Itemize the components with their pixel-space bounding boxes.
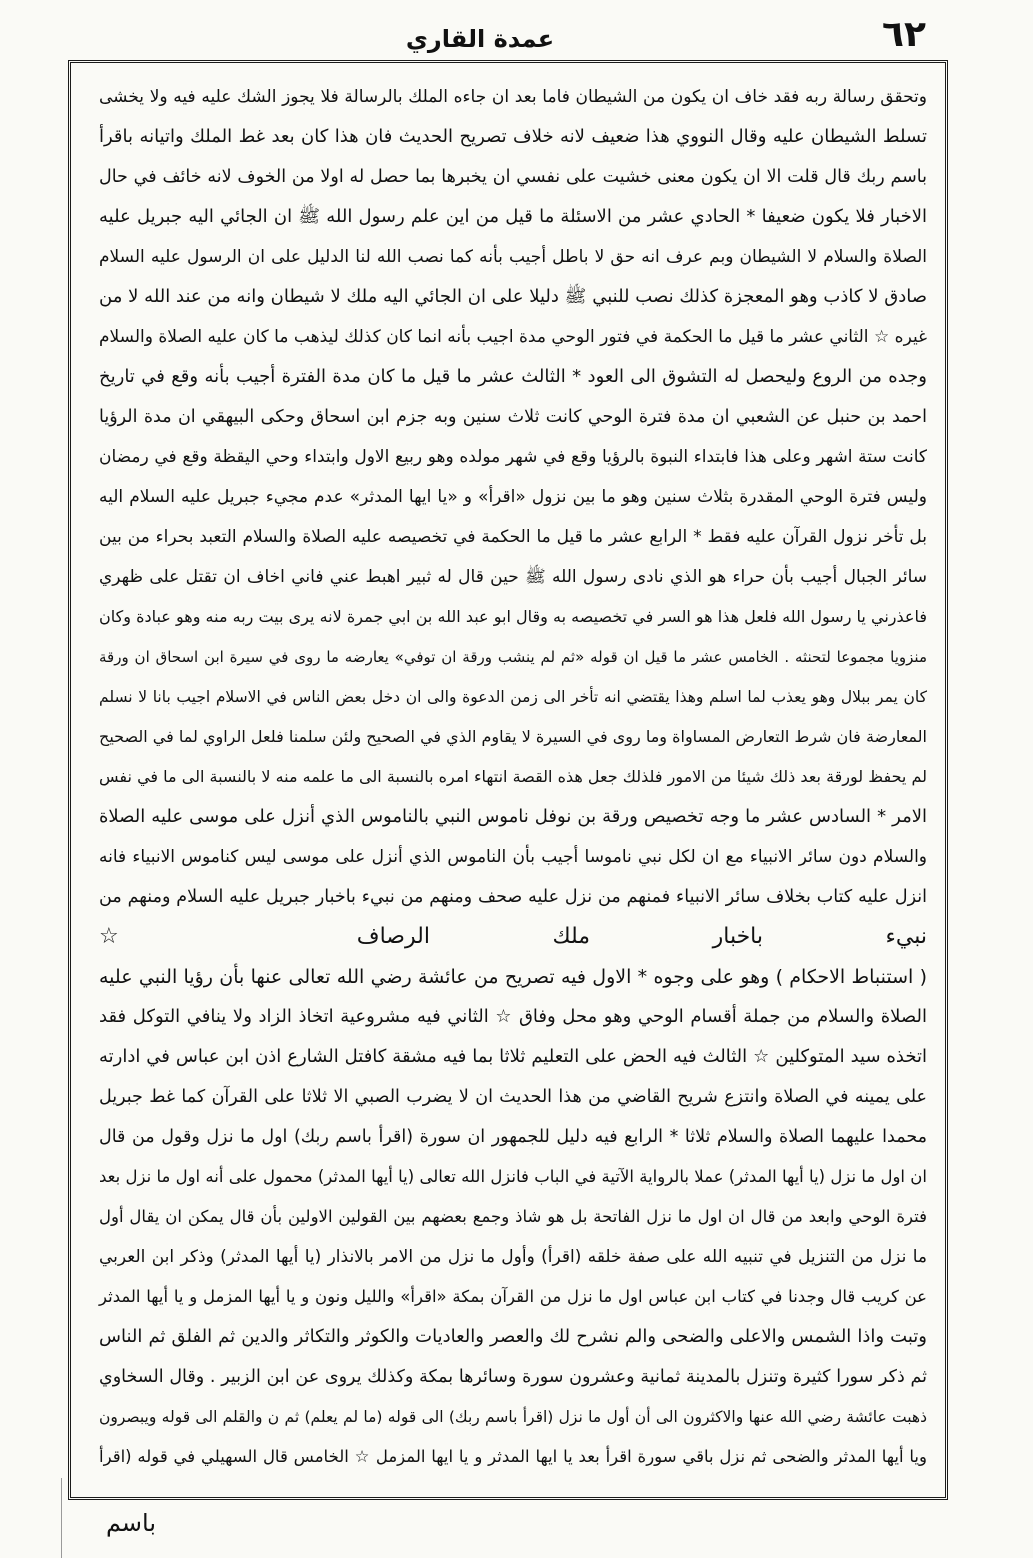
text-line: وتبت واذا الشمس والاعلى والضحى والم نشرح لك والعصر والعاديات والكوثر والتكاثر والدين ثم الفلق ثم الناس (99, 1326, 927, 1347)
text-line: وليس فترة الوحي المقدرة بثلاث سنين وهو ما بين نزول «اقرأ» و «يا ايها المدثر» عدم مجيء جبريل عليه السلام اليه (99, 487, 927, 507)
text-line: على يمينه في الصلاة وانتزع شريح القاضي من هذا الحديث ان لا يضرب الصبي الا ثلاثا على القرآن كما غط جبريل (99, 1087, 927, 1107)
text-line: انزل عليه كتاب بخلاف سائر الانبياء فمنهم من نزل عليه صحف ومنهم من نبيء باخبار جبريل عليه السلام ومنهم من (99, 887, 927, 907)
catchword: باسم (105, 1509, 157, 1537)
text-line: عن كريب قال وجدنا في كتاب ابن عباس اول ما نزل من القرآن بمكة «اقرأ» والليل ونون و يا أيها المزمل و يا أيها المدثر (99, 1287, 927, 1306)
text-line: وجده من الروع وليحصل له التشوق الى العود * الثالث عشر ما قيل ما كان مدة الفترة أجيب بأنه وقع في تاريخ (99, 366, 927, 387)
text-line: محمدا عليهما الصلاة والسلام ثلاثا * الرابع فيه دليل للجمهور ان سورة (اقرأ باسم ربك) اول ما نزل وقول من قال (99, 1127, 927, 1147)
text-line: احمد بن حنبل عن الشعبي ان مدة فترة الوحي كانت ثلاث سنين وبه جزم ابن اسحاق وحكى البيهقي ان مدة الرؤيا (99, 407, 927, 427)
text-line: وتحقق رسالة ربه فقد خاف ان يكون من الشيطان فاما بعد ان جاءه الملك بالرسالة فلا يجوز الشك عليه فيه ولا يخشى (99, 87, 927, 107)
text-line: ان اول ما نزل (يا أيها المدثر) عملا بالرواية الآتية في الباب فانزل الله تعالى (يا أيها المدثر) محمول على أنه اول ما نزل بعد (99, 1167, 927, 1186)
text-line: والسلام دون سائر الانبياء مع ان لكل نبي ناموسا أجيب بأن الناموس الذي أنزل على موسى ليس كناموس الانبياء فانه (99, 847, 927, 867)
text-line: ذهبت عائشة رضي الله عنها والاكثرون الى أن أول ما نزل (اقرأ باسم ربك) الى قوله (ما لم يعلم) ثم ن والقلم الى قوله ويبصرون (99, 1408, 927, 1426)
scan-edge-line (61, 1478, 62, 1558)
text-line: لم يحفظ لورقة بعد ذلك شيئا من الامور فلذلك جعل هذه القصة انتهاء امره بالنسبة الى ما علمه منه لا بالنسبة الى ما في نفس (99, 767, 927, 786)
text-line: فترة الوحي وابعد من قال ان اول ما نزل الفاتحة بل هو شاذ وجمع بعضهم بين القولين الاولين بأن قال يمكن ان يقال أول (99, 1207, 927, 1226)
text-line: الامر * السادس عشر ما وجه تخصيص ورقة بن نوفل ناموس النبي بالناموس الذي أنزل على موسى عليه الصلاة (99, 806, 927, 827)
text-line: بل تأخر نزول القرآن عليه فقط * الرابع عشر ما قيل ما الحكمة في تخصيصه عليه الصلاة والسلام التعبد بحراء من بين (99, 527, 927, 547)
text-frame (68, 60, 948, 1500)
text-line: تسلط الشيطان عليه وقال النووي هذا ضعيف لانه خلاف تصريح الحديث فان هذا كان بعد غط الملك واتيانه باقرأ (99, 126, 927, 147)
text-line: صادق لا كاذب وهو المعجزة كذلك نصب للنبي ﷺ دليلا على ان الجائي اليه ملك لا شيطان وانه من عند الله لا من (99, 286, 927, 307)
text-line: منزويا مجموعا لتحنثه . الخامس عشر ما قيل ان قوله «ثم لم ينشب ورقة ان توفي» يعارضه ما روى في سيرة ابن اسحاق ان ورقة (99, 648, 927, 666)
text-line: سائر الجبال أجيب بأن حراء هو الذي نادى رسول الله ﷺ حين قال له ثبير اهبط عني فاني اخاف ان تقتل على ظهري (99, 567, 927, 587)
text-line: اتخذه سيد المتوكلين ☆ الثالث فيه الحض على التعليم ثلاثا بما فيه مشقة كافتل الشارع اذن ابن عباس في ادارته (99, 1046, 927, 1067)
main-text-block (99, 77, 927, 1477)
text-line: ما نزل من التنزيل في تنبيه الله على صفة خلقه (اقرأ) وأول ما نزل من الامر بالانذار (يا أيها المدثر) وذكر ابن العربي (99, 1247, 927, 1267)
text-line: الاخبار فلا يكون ضعيفا * الحادي عشر من الاسئلة ما قيل من اين علم رسول الله ﷺ ان الجائي اليه جبريل عليه (99, 206, 927, 227)
text-line: الصلاة والسلام لا الشيطان وبم عرف انه حق لا باطل أجيب بأنه كما نصب الله لنا الدليل على ان الرسول عليه السلام (99, 247, 927, 267)
section-heading-line: ( استنباط الاحكام ) وهو على وجوه * الاول فيه تصريح من عائشة رضي الله تعالى عنها بأن رؤيا النبي عليه (99, 966, 927, 988)
text-line: المعارضة فان شرط التعارض المساواة وما روى في السيرة لا يقاوم الذي في الصحيح ولئن سلمنا فلعل الراوي لما في الصحيح (99, 727, 927, 746)
text-line: باسم ربك قال قلت الا ان يكون معنى خشيت على نفسي ان يخبرها بما حصل له اولا من الخوف لانه خائف في حال (99, 167, 927, 187)
text-line: ويا أيها المدثر والضحى ثم نزل باقي سورة اقرأ بعد يا ايها المدثر و يا ايها المزمل ☆ الخامس قال السهيلي في قوله (اقرأ (99, 1447, 927, 1466)
text-line: الصلاة والسلام من جملة أقسام الوحي وهو محل وفاق ☆ الثاني فيه مشروعية اتخاذ الزاد ولا ينافي التوكل فقد (99, 1006, 927, 1027)
text-line: ثم ذكر سورا كثيرة وتنزل بالمدينة ثمانية وعشرون سورة وسائرها بمكة وكذلك يروى عن ابن الزبير . وقال السخاوي (99, 1367, 927, 1387)
text-line: فاعذرني يا رسول الله فلعل هذا هو السر في تخصيصه به وقال ابو عبد الله بن ابي جمرة لانه يرى بيت ربه منه وهو عبادة وكان (99, 607, 927, 626)
text-line: كانت ستة اشهر وعلى هذا فابتداء النبوة بالرؤيا وقع في شهر مولده وهو ربيع الاول وابتداء وحي اليقظة وقع في رمضان (99, 447, 927, 467)
text-line: نبيء باخبار ملك الرصاف ☆ (99, 924, 927, 949)
page-number: ٦٢ (882, 14, 926, 55)
text-line: غيره ☆ الثاني عشر ما قيل ما الحكمة في فتور الوحي مدة اجيب بأنه انما كان كذلك ليذهب ما كان عليه الصلاة والسلام (99, 327, 927, 347)
running-title: عمدة القاري (405, 25, 555, 53)
text-line: كان يمر ببلال وهو يعذب لما اسلم وهذا يقتضي انه تأخر الى زمن الدعوة والى ان دخل بعض الناس في الاسلام اجيب بانا لا نسلم (99, 688, 927, 706)
